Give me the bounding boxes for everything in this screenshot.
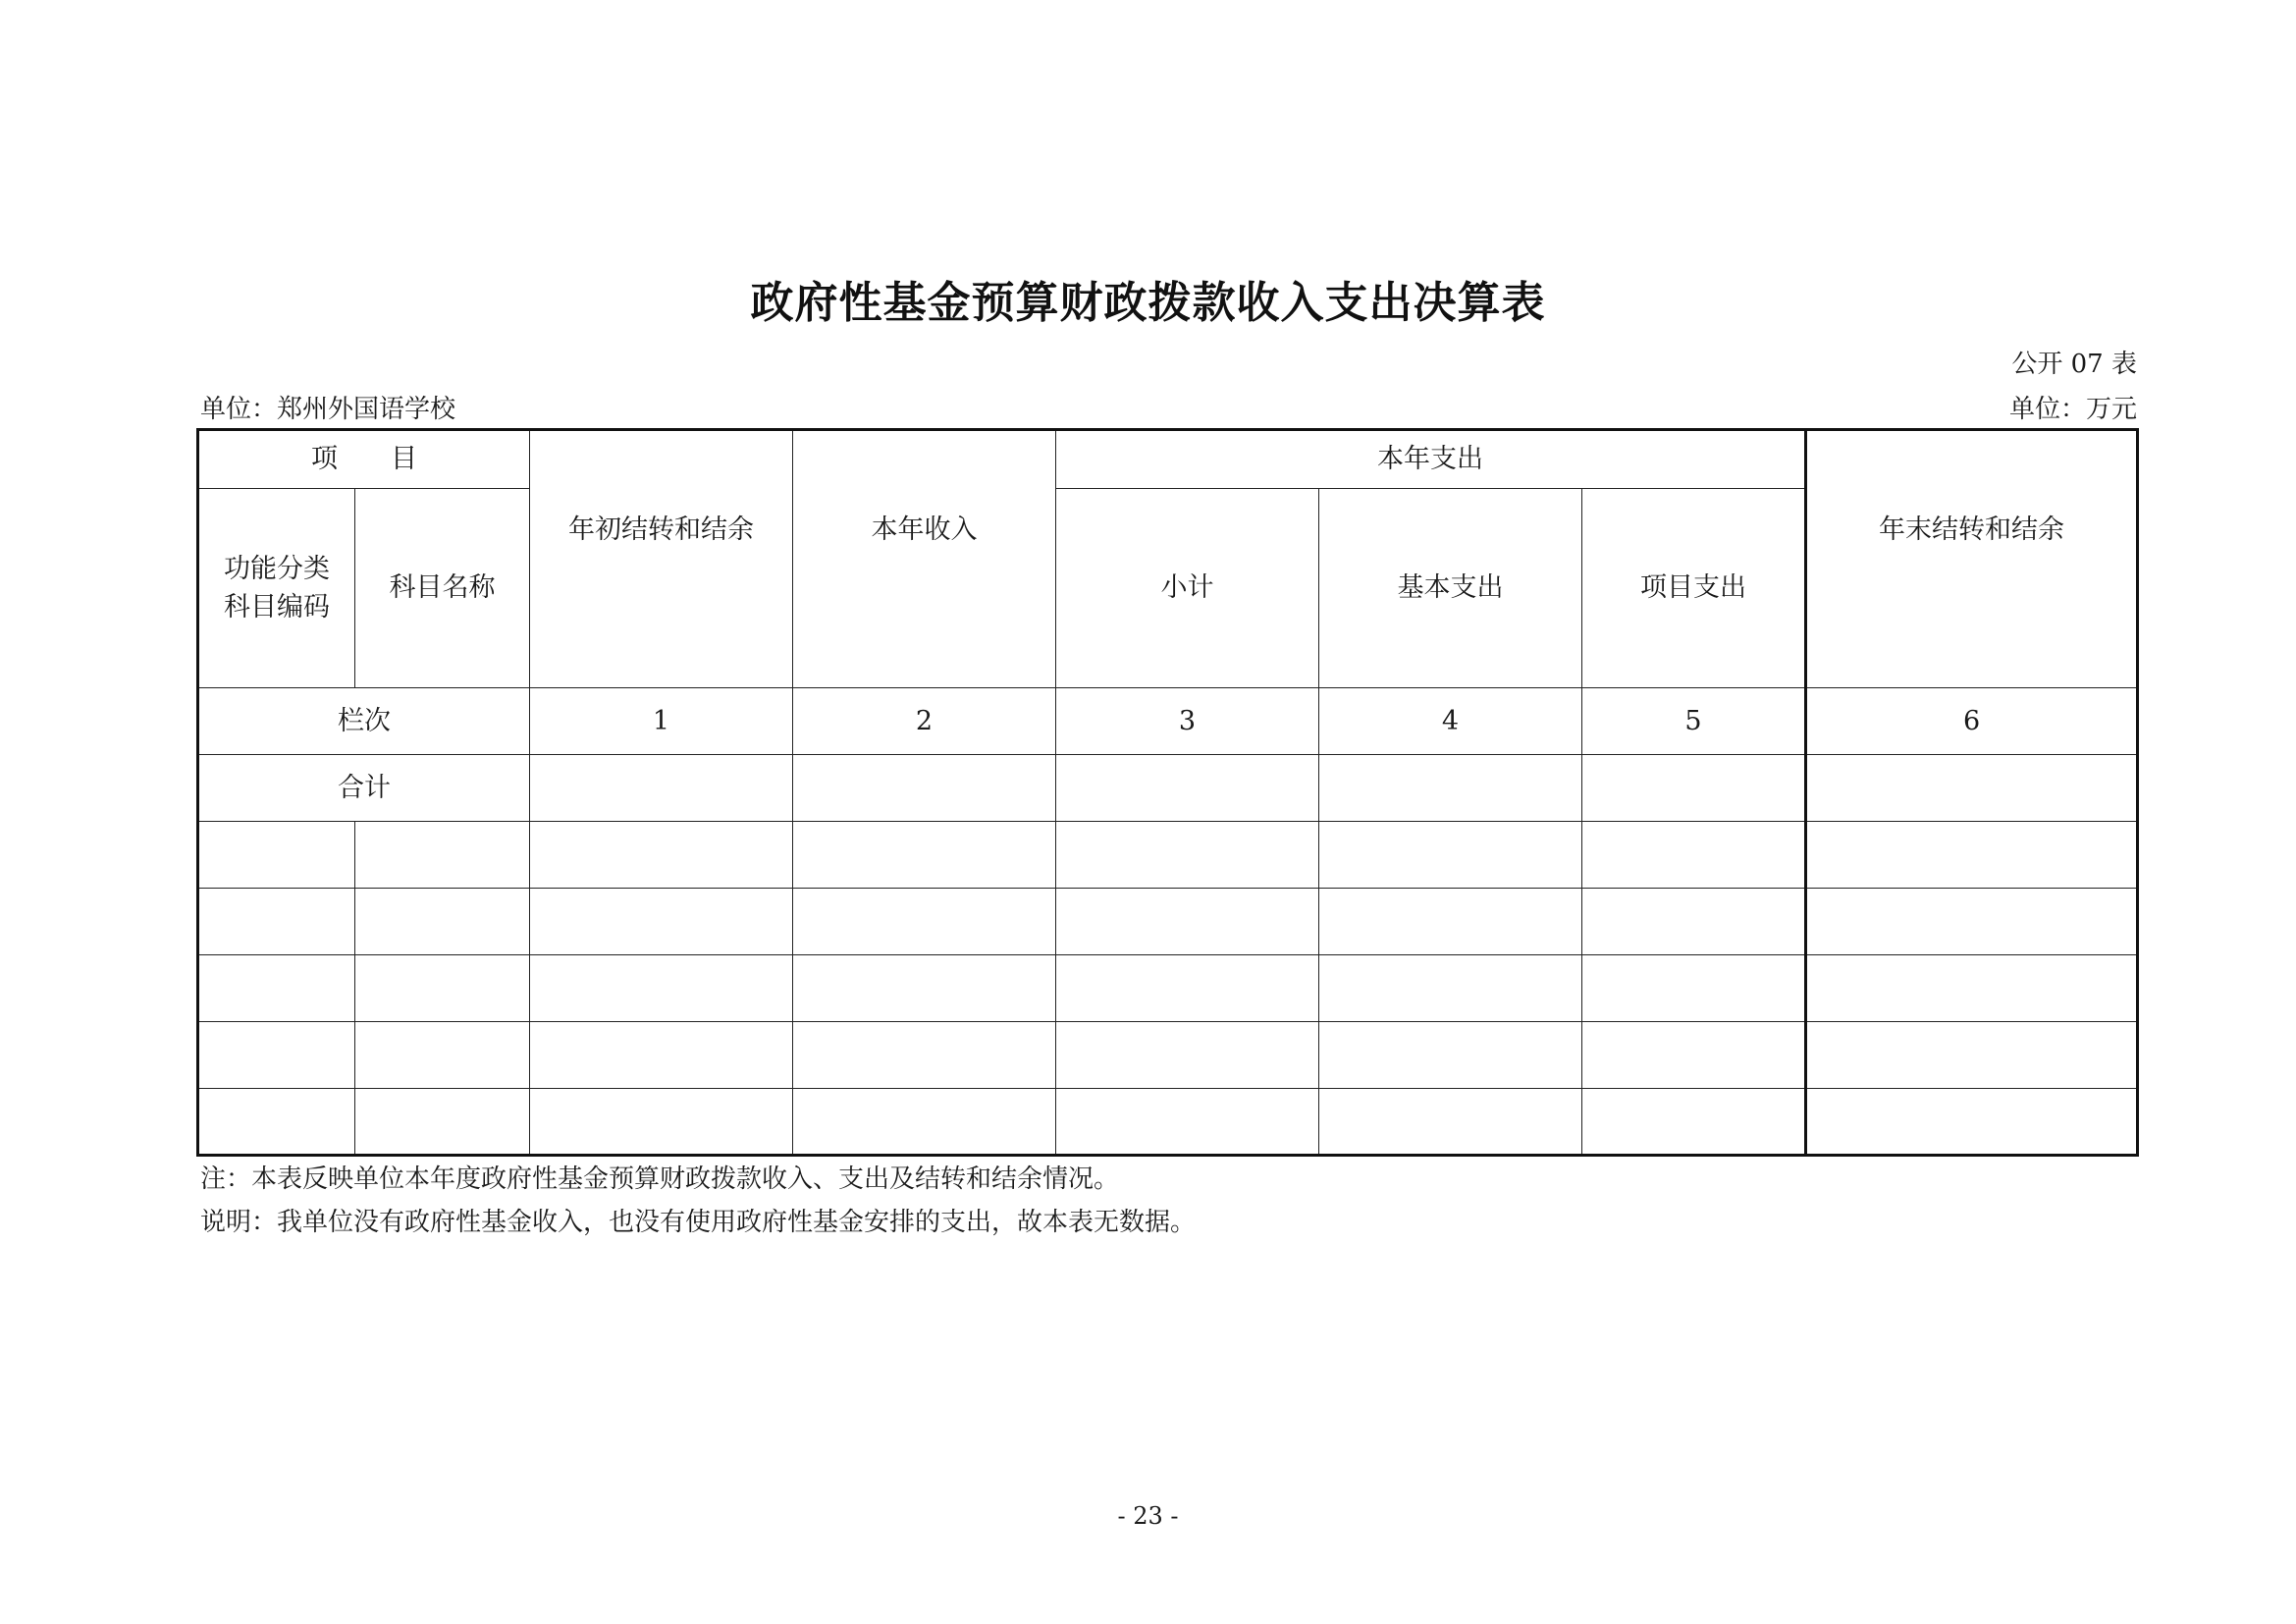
- column-index-label: 栏次: [198, 688, 530, 755]
- column-index-cell: 6: [1806, 688, 2138, 755]
- table-row: [198, 955, 2138, 1022]
- row-value-cell: [1806, 889, 2138, 955]
- column-index-cell: 4: [1319, 688, 1582, 755]
- reporting-unit: 单位：郑州外国语学校: [200, 395, 456, 424]
- row-value-cell: [1582, 822, 1806, 889]
- total-row: [198, 755, 2138, 822]
- row-value-cell: [793, 889, 1056, 955]
- total-label: 合计: [198, 755, 530, 822]
- row-value-cell: [1319, 889, 1582, 955]
- row-value-cell: [530, 1089, 793, 1156]
- header-basic-expense: 基本支出: [1319, 489, 1582, 688]
- row-value-cell: [1319, 955, 1582, 1022]
- total-cell: [1806, 755, 2138, 822]
- row-value-cell: [530, 1022, 793, 1089]
- header-project-expense: 项目支出: [1582, 489, 1806, 688]
- header-subtotal: 小计: [1056, 489, 1319, 688]
- row-value-cell: [1056, 1022, 1319, 1089]
- header-func-code-line1: 功能分类: [224, 553, 330, 584]
- header-item: 项 目: [198, 430, 530, 489]
- row-value-cell: [1806, 1089, 2138, 1156]
- table-row: [198, 1022, 2138, 1089]
- row-name-cell: [355, 1089, 530, 1156]
- row-value-cell: [793, 822, 1056, 889]
- table-row: [198, 822, 2138, 889]
- total-cell: [793, 755, 1056, 822]
- header-subject-name: 科目名称: [355, 489, 530, 688]
- header-closing-balance: [1806, 430, 2138, 688]
- row-value-cell: [530, 822, 793, 889]
- header-closing-balance-label: 年末结转和结余: [1879, 514, 2065, 545]
- table-row: [198, 889, 2138, 955]
- column-index-cell: 3: [1056, 688, 1319, 755]
- header-func-code: [198, 489, 355, 688]
- row-value-cell: [1056, 889, 1319, 955]
- row-value-cell: [1806, 822, 2138, 889]
- column-index-cell: 2: [793, 688, 1056, 755]
- row-code-cell: [198, 889, 355, 955]
- currency-unit: 单位：万元: [2008, 395, 2137, 424]
- row-value-cell: [1056, 1089, 1319, 1156]
- header-current-expense: 本年支出: [1056, 430, 1806, 489]
- row-code-cell: [198, 1022, 355, 1089]
- row-value-cell: [530, 955, 793, 1022]
- table-explanation: 说明：我单位没有政府性基金收入，也没有使用政府性基金安排的支出，故本表无数据。: [200, 1208, 1197, 1237]
- table-row: [198, 1089, 2138, 1156]
- row-value-cell: [1319, 1022, 1582, 1089]
- row-value-cell: [1582, 1089, 1806, 1156]
- header-current-income: [793, 430, 1056, 688]
- row-value-cell: [793, 1089, 1056, 1156]
- row-value-cell: [1582, 889, 1806, 955]
- table-note: 注：本表反映单位本年度政府性基金预算财政拨款收入、支出及结转和结余情况。: [200, 1164, 1120, 1194]
- page-number: - 23 -: [1117, 1502, 1179, 1530]
- row-name-cell: [355, 822, 530, 889]
- header-row-1: [198, 430, 2138, 489]
- row-name-cell: [355, 889, 530, 955]
- row-name-cell: [355, 1022, 530, 1089]
- row-value-cell: [1319, 1089, 1582, 1156]
- row-code-cell: [198, 955, 355, 1022]
- budget-table: [196, 428, 2139, 1157]
- row-code-cell: [198, 1089, 355, 1156]
- row-value-cell: [1056, 822, 1319, 889]
- row-value-cell: [1056, 955, 1319, 1022]
- row-value-cell: [1582, 955, 1806, 1022]
- row-code-cell: [198, 822, 355, 889]
- total-cell: [1582, 755, 1806, 822]
- form-code: 公开 07 表: [2011, 350, 2137, 379]
- total-cell: [530, 755, 793, 822]
- row-value-cell: [1319, 822, 1582, 889]
- row-value-cell: [793, 955, 1056, 1022]
- total-cell: [1319, 755, 1582, 822]
- column-index-row: [198, 688, 2138, 755]
- column-index-cell: 1: [530, 688, 793, 755]
- row-value-cell: [1582, 1022, 1806, 1089]
- row-value-cell: [1806, 955, 2138, 1022]
- row-name-cell: [355, 955, 530, 1022]
- header-opening-balance: [530, 430, 793, 688]
- header-func-code-line2: 科目编码: [224, 592, 330, 623]
- row-value-cell: [1806, 1022, 2138, 1089]
- column-index-cell: 5: [1582, 688, 1806, 755]
- total-cell: [1056, 755, 1319, 822]
- header-opening-balance-label: 年初结转和结余: [568, 514, 754, 545]
- row-value-cell: [530, 889, 793, 955]
- header-current-income-label: 本年收入: [871, 514, 978, 545]
- page-title: 政府性基金预算财政拨款收入支出决算表: [750, 278, 1546, 328]
- row-value-cell: [793, 1022, 1056, 1089]
